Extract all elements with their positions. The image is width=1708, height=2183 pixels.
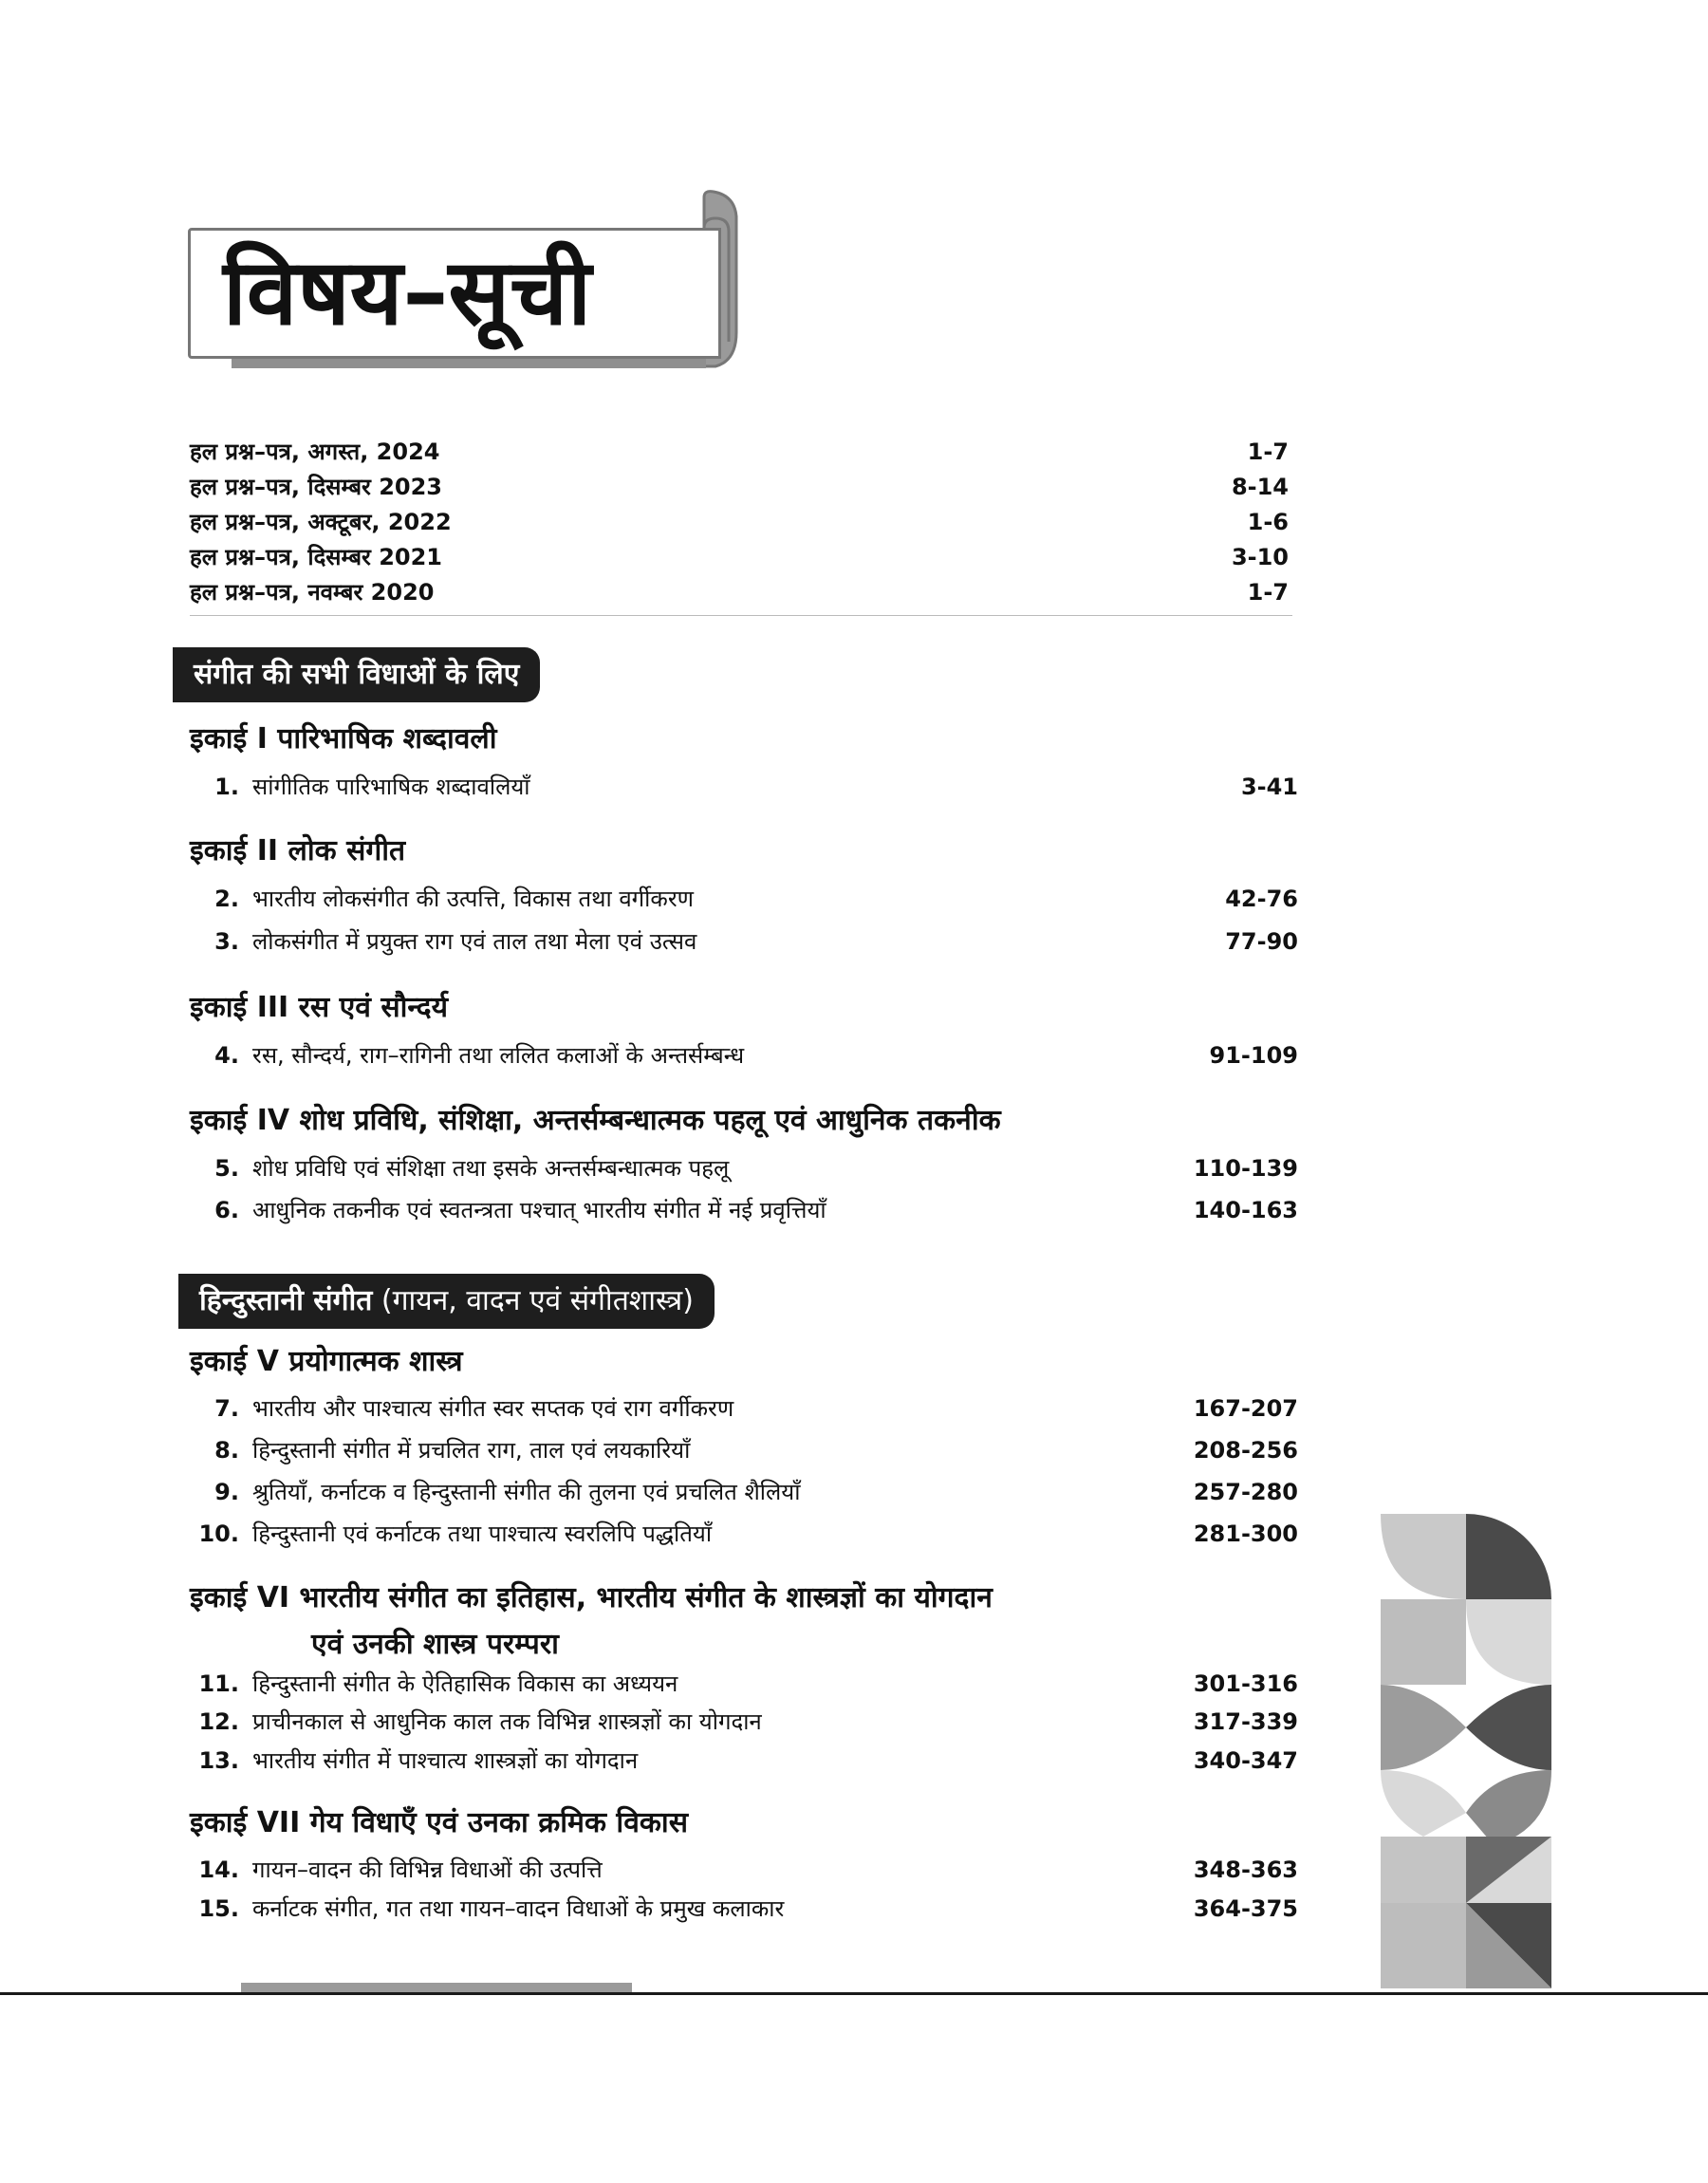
chapter-pages: 301-316 [1193, 1670, 1298, 1697]
chapter-title: रस, सौन्दर्य, राग–रागिनी तथा ललित कलाओं के अन्तर्सम्बन्ध [252, 1042, 745, 1069]
chapter-number: 6. [214, 1197, 239, 1223]
title-underline [232, 359, 706, 368]
chapter-row [190, 1039, 1298, 1072]
paper-pages: 1-7 [1247, 579, 1289, 606]
chapter-pages: 91-109 [1209, 1042, 1298, 1069]
chapter-title: शोध प्रविधि एवं संशिक्षा तथा इसके अन्तर्सम्बन्धात्मक पहलू [252, 1155, 730, 1182]
chapter-number: 1. [214, 774, 239, 800]
chapter-row [190, 1392, 1298, 1425]
unit-heading: इकाई IV शोध प्रविधि, संशिक्षा, अन्तर्सम्बन्धात्मक पहलू एवं आधुनिक तकनीक [190, 1104, 1001, 1137]
title-banner [171, 190, 750, 375]
chapter-pages: 77-90 [1225, 928, 1298, 955]
solved-papers-list [190, 435, 1292, 610]
chapter-row [190, 771, 1298, 803]
chapter-pages: 281-300 [1193, 1521, 1298, 1547]
footer-rule [0, 1992, 1708, 1995]
chapter-row [190, 1668, 1298, 1700]
chapter-title: हिन्दुस्तानी संगीत में प्रचलित राग, ताल एवं लयकारियाँ [252, 1437, 691, 1464]
section-title: संगीत की सभी विधाओं के लिए [194, 658, 520, 691]
paper-pages: 3-10 [1231, 544, 1289, 570]
chapter-pages: 340-347 [1193, 1747, 1298, 1774]
paper-pages: 1-6 [1247, 509, 1289, 535]
unit-heading: इकाई VII गेय विधाएँ एवं उनका क्रमिक विकास [190, 1806, 688, 1839]
chapter-number: 13. [198, 1747, 239, 1774]
paper-label: हल प्रश्न–पत्र, दिसम्बर 2023 [190, 474, 443, 500]
section-banner-all-genres [173, 647, 540, 702]
chapter-number: 10. [198, 1521, 239, 1547]
chapter-title: हिन्दुस्तानी संगीत के ऐतिहासिक विकास का अध्ययन [252, 1670, 678, 1697]
paper-row [190, 505, 1292, 540]
unit-heading [190, 1577, 993, 1662]
chapter-number: 14. [198, 1856, 239, 1883]
chapter-number: 8. [214, 1437, 239, 1464]
chapter-number: 12. [198, 1708, 239, 1735]
chapter-number: 15. [198, 1895, 239, 1922]
chapter-row [190, 1745, 1298, 1777]
chapter-number: 7. [214, 1395, 239, 1422]
unit-heading: इकाई I पारिभाषिक शब्दावली [190, 722, 497, 756]
paper-pages: 8-14 [1231, 474, 1289, 500]
paper-row [190, 575, 1292, 610]
chapter-number: 5. [214, 1155, 239, 1182]
chapter-title: गायन–वादन की विभिन्न विधाओं की उत्पत्ति [252, 1856, 603, 1883]
chapter-pages: 348-363 [1193, 1856, 1298, 1883]
chapter-number: 9. [214, 1479, 239, 1505]
chapter-pages: 208-256 [1193, 1437, 1298, 1464]
chapter-pages: 317-339 [1193, 1708, 1298, 1735]
section-banner-hindustani [178, 1274, 715, 1329]
paper-label: हल प्रश्न–पत्र, अगस्त, 2024 [190, 438, 440, 465]
paper-row [190, 470, 1292, 505]
chapter-number: 2. [214, 886, 239, 912]
unit-heading: इकाई II लोक संगीत [190, 834, 406, 868]
chapter-row [190, 1476, 1298, 1508]
chapter-pages: 3-41 [1240, 774, 1298, 800]
unit-heading-line2: एवं उनकी शास्त्र परम्परा [311, 1628, 559, 1661]
chapter-pages: 110-139 [1193, 1155, 1298, 1182]
chapter-row [190, 1194, 1298, 1226]
paper-row [190, 540, 1292, 575]
chapter-title: आधुनिक तकनीक एवं स्वतन्त्रता पश्चात् भारतीय संगीत में नई प्रवृत्तियाँ [252, 1197, 826, 1223]
chapter-row [190, 1434, 1298, 1466]
chapter-title: भारतीय और पाश्चात्य संगीत स्वर सप्तक एवं राग वर्गीकरण [252, 1395, 734, 1422]
chapter-title: लोकसंगीत में प्रयुक्त राग एवं ताल तथा मेला एवं उत्सव [252, 928, 697, 955]
chapter-row [190, 1854, 1298, 1886]
geometric-decoration-icon [1381, 1514, 1551, 1988]
unit-heading-line1: इकाई VI भारतीय संगीत का इतिहास, भारतीय संगीत के शास्त्रज्ञों का योगदान [190, 1581, 993, 1614]
chapter-number: 4. [214, 1042, 239, 1069]
unit-heading: इकाई V प्रयोगात्मक शास्त्र [190, 1345, 463, 1378]
chapter-row [190, 1893, 1298, 1925]
chapter-row [190, 883, 1298, 915]
chapter-pages: 364-375 [1193, 1895, 1298, 1922]
chapter-pages: 140-163 [1193, 1197, 1298, 1223]
chapter-title: कर्नाटक संगीत, गत तथा गायन–वादन विधाओं के प्रमुख कलाकार [252, 1895, 785, 1922]
chapter-title: भारतीय संगीत में पाश्चात्य शास्त्रज्ञों का योगदान [252, 1747, 639, 1774]
divider [190, 615, 1292, 616]
chapter-pages: 42-76 [1225, 886, 1298, 912]
paper-pages: 1-7 [1247, 438, 1289, 465]
paper-label: हल प्रश्न–पत्र, अक्टूबर, 2022 [190, 509, 452, 535]
chapter-number: 11. [198, 1670, 239, 1697]
chapter-row [190, 1706, 1298, 1738]
chapter-row [190, 1152, 1298, 1185]
page-title: विषय–सूची [223, 239, 592, 345]
chapter-number: 3. [214, 928, 239, 955]
paper-label: हल प्रश्न–पत्र, दिसम्बर 2021 [190, 544, 443, 570]
paper-row [190, 435, 1292, 470]
chapter-row [190, 1518, 1298, 1550]
chapter-title: सांगीतिक पारिभाषिक शब्दावलियाँ [252, 774, 530, 800]
section-title: हिन्दुस्तानी संगीत [199, 1284, 373, 1317]
chapter-title: हिन्दुस्तानी एवं कर्नाटक तथा पाश्चात्य स्वरलिपि पद्धतियाँ [252, 1521, 713, 1547]
section-subtitle: (गायन, वादन एवं संगीतशास्त्र) [372, 1284, 694, 1317]
chapter-pages: 257-280 [1193, 1479, 1298, 1505]
chapter-pages: 167-207 [1193, 1395, 1298, 1422]
paper-label: हल प्रश्न–पत्र, नवम्बर 2020 [190, 579, 435, 606]
unit-heading: इकाई III रस एवं सौन्दर्य [190, 991, 449, 1024]
chapter-title: भारतीय लोकसंगीत की उत्पत्ति, विकास तथा वर्गीकरण [252, 886, 695, 912]
chapter-row [190, 925, 1298, 958]
chapter-title: श्रुतियाँ, कर्नाटक व हिन्दुस्तानी संगीत की तुलना एवं प्रचलित शैलियाँ [252, 1479, 801, 1505]
chapter-title: प्राचीनकाल से आधुनिक काल तक विभिन्न शास्त्रज्ञों का योगदान [252, 1708, 762, 1735]
